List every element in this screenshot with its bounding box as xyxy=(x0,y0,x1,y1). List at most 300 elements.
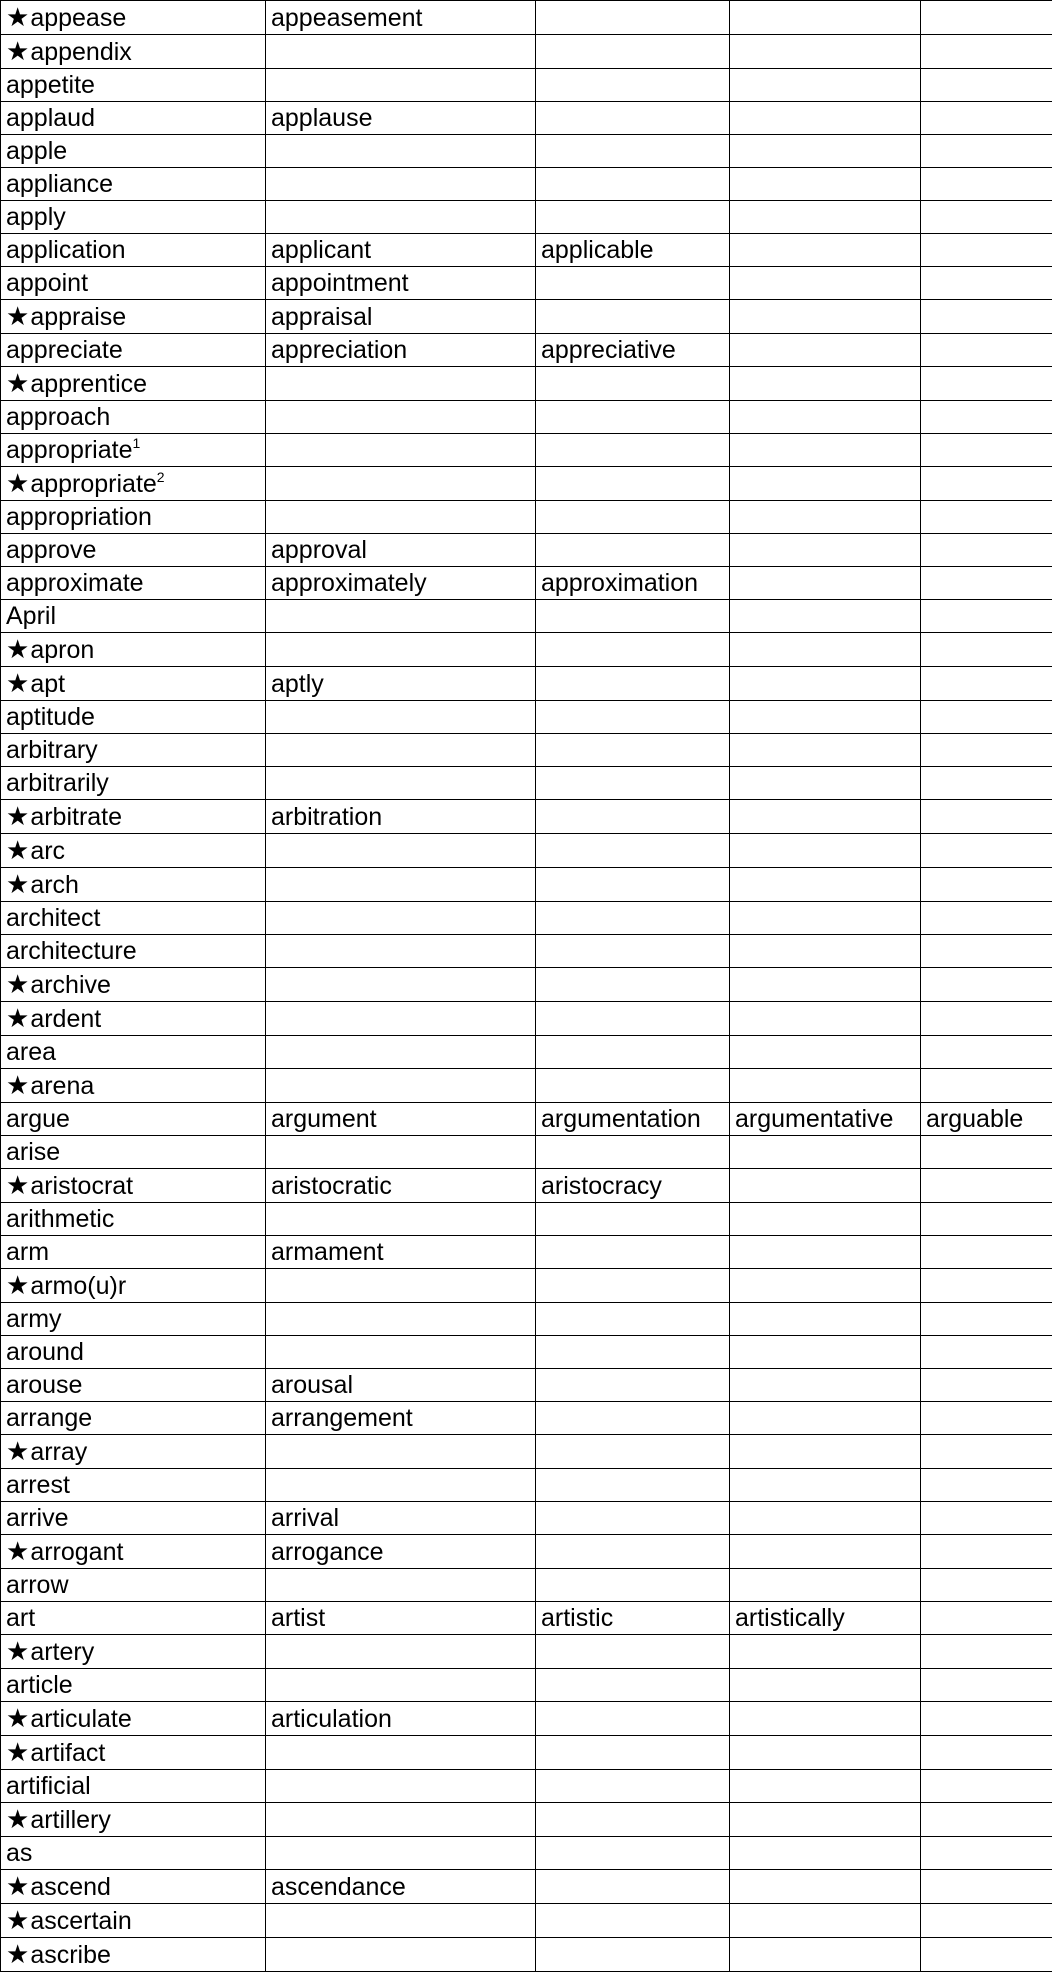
derived-form-cell[interactable] xyxy=(536,534,730,567)
derived-form-cell[interactable] xyxy=(730,267,921,300)
derived-form-cell[interactable] xyxy=(921,1,1052,35)
derived-form-cell[interactable] xyxy=(730,1402,921,1435)
derived-form-cell[interactable] xyxy=(921,1036,1052,1069)
derived-form-cell[interactable] xyxy=(536,401,730,434)
derived-form-cell[interactable] xyxy=(730,1635,921,1669)
derived-form-cell[interactable] xyxy=(921,1269,1052,1303)
derived-form-cell[interactable] xyxy=(730,1702,921,1736)
derived-form-cell[interactable] xyxy=(266,600,536,633)
derived-form-cell[interactable]: applicable xyxy=(536,234,730,267)
derived-form-cell[interactable] xyxy=(730,1736,921,1770)
derived-form-cell[interactable] xyxy=(266,1469,536,1502)
derived-form-cell[interactable] xyxy=(921,1702,1052,1736)
derived-form-cell[interactable] xyxy=(921,868,1052,902)
derived-form-cell[interactable] xyxy=(921,1736,1052,1770)
headword-cell[interactable] xyxy=(1,1236,266,1269)
derived-form-cell[interactable] xyxy=(266,201,536,234)
derived-form-cell[interactable] xyxy=(266,434,536,467)
headword-text: aptitude xyxy=(6,703,95,731)
derived-form-cell[interactable] xyxy=(921,1569,1052,1602)
derived-form-cell[interactable] xyxy=(536,1904,730,1938)
derived-form-cell[interactable] xyxy=(536,834,730,868)
derived-form-cell[interactable]: arrogance xyxy=(266,1535,536,1569)
derived-form-cell[interactable] xyxy=(536,300,730,334)
headword-cell[interactable] xyxy=(1,1569,266,1602)
derived-form-cell[interactable] xyxy=(536,1870,730,1904)
headword-cell[interactable] xyxy=(1,567,266,600)
derived-form-cell[interactable] xyxy=(730,667,921,701)
headword-cell[interactable] xyxy=(1,1036,266,1069)
headword-cell[interactable] xyxy=(1,1203,266,1236)
derived-form-cell[interactable] xyxy=(921,1535,1052,1569)
derived-form-cell[interactable] xyxy=(921,1136,1052,1169)
derived-form-cell[interactable] xyxy=(921,1803,1052,1837)
derived-form-cell[interactable]: artistic xyxy=(536,1602,730,1635)
derived-form-cell[interactable] xyxy=(266,168,536,201)
derived-form-cell[interactable] xyxy=(536,767,730,800)
derived-form-cell[interactable] xyxy=(266,1770,536,1803)
derived-form-cell[interactable] xyxy=(266,1336,536,1369)
derived-form-cell[interactable]: aristocratic xyxy=(266,1169,536,1203)
derived-form-cell[interactable]: appreciative xyxy=(536,334,730,367)
headword-cell[interactable] xyxy=(1,201,266,234)
derived-form-cell[interactable]: armament xyxy=(266,1236,536,1269)
derived-form-cell[interactable] xyxy=(921,367,1052,401)
derived-form-cell[interactable] xyxy=(730,168,921,201)
derived-form-cell[interactable] xyxy=(266,1736,536,1770)
derived-form-cell[interactable] xyxy=(536,633,730,667)
headword-cell[interactable] xyxy=(1,1,266,35)
headword-cell[interactable] xyxy=(1,1136,266,1169)
derived-form-cell[interactable] xyxy=(536,1502,730,1535)
derived-form-cell[interactable] xyxy=(921,1938,1052,1972)
headword-cell[interactable] xyxy=(1,1904,266,1938)
derived-form-cell[interactable] xyxy=(730,334,921,367)
derived-form-cell[interactable] xyxy=(730,1036,921,1069)
derived-form-cell[interactable]: appraisal xyxy=(266,300,536,334)
derived-form-cell[interactable] xyxy=(266,868,536,902)
derived-form-cell[interactable] xyxy=(266,734,536,767)
derived-form-cell[interactable] xyxy=(266,1669,536,1702)
derived-form-cell[interactable] xyxy=(536,69,730,102)
headword-cell[interactable] xyxy=(1,968,266,1002)
derived-form-cell[interactable]: argument xyxy=(266,1103,536,1136)
derived-form-cell[interactable] xyxy=(266,1136,536,1169)
derived-form-cell[interactable] xyxy=(536,902,730,935)
headword-cell[interactable] xyxy=(1,1336,266,1369)
headword-cell[interactable] xyxy=(1,935,266,968)
derived-form-cell[interactable]: arousal xyxy=(266,1369,536,1402)
headword-cell[interactable] xyxy=(1,1870,266,1904)
derived-form-cell[interactable] xyxy=(536,1336,730,1369)
headword-text: article xyxy=(6,1671,73,1699)
derived-form-cell[interactable] xyxy=(266,501,536,534)
headword-cell[interactable] xyxy=(1,1169,266,1203)
derived-form-cell[interactable] xyxy=(921,1602,1052,1635)
headword-cell[interactable] xyxy=(1,1502,266,1535)
headword-cell[interactable] xyxy=(1,600,266,633)
derived-form-cell[interactable] xyxy=(266,1036,536,1069)
headword-cell[interactable] xyxy=(1,300,266,334)
derived-form-cell[interactable] xyxy=(730,567,921,600)
derived-form-cell[interactable] xyxy=(266,1069,536,1103)
derived-form-cell[interactable] xyxy=(536,1203,730,1236)
derived-form-cell[interactable] xyxy=(266,902,536,935)
derived-form-cell[interactable]: appointment xyxy=(266,267,536,300)
headword-cell[interactable] xyxy=(1,1103,266,1136)
headword-cell[interactable] xyxy=(1,767,266,800)
derived-form-cell[interactable]: approval xyxy=(266,534,536,567)
table-row xyxy=(1,1702,1052,1736)
derived-form-cell[interactable] xyxy=(921,35,1052,69)
derived-form-cell[interactable] xyxy=(730,1236,921,1269)
derived-form-cell[interactable] xyxy=(730,102,921,135)
derived-form-cell[interactable]: aristocracy xyxy=(536,1169,730,1203)
headword-cell[interactable] xyxy=(1,701,266,734)
headword-cell[interactable] xyxy=(1,1770,266,1803)
derived-form-cell[interactable] xyxy=(921,334,1052,367)
derived-form-cell[interactable] xyxy=(266,1002,536,1036)
derived-form-cell[interactable] xyxy=(536,1036,730,1069)
derived-form-cell[interactable] xyxy=(921,1236,1052,1269)
derived-form-cell[interactable] xyxy=(536,701,730,734)
derived-form-cell[interactable]: argumentative xyxy=(730,1103,921,1136)
derived-form-cell[interactable] xyxy=(921,201,1052,234)
derived-form-cell[interactable]: artistically xyxy=(730,1602,921,1635)
headword-cell[interactable] xyxy=(1,1303,266,1336)
derived-form-cell[interactable] xyxy=(921,401,1052,434)
derived-form-cell[interactable] xyxy=(730,367,921,401)
derived-form-cell[interactable]: ascendance xyxy=(266,1870,536,1904)
derived-form-cell[interactable] xyxy=(730,1002,921,1036)
derived-form-cell[interactable] xyxy=(921,467,1052,501)
headword-cell[interactable] xyxy=(1,1269,266,1303)
derived-form-cell[interactable] xyxy=(921,633,1052,667)
derived-form-cell[interactable] xyxy=(730,1837,921,1870)
derived-form-cell[interactable] xyxy=(536,935,730,968)
headword-cell[interactable] xyxy=(1,1803,266,1837)
derived-form-cell[interactable] xyxy=(536,1803,730,1837)
derived-form-cell[interactable] xyxy=(266,633,536,667)
headword-cell[interactable] xyxy=(1,334,266,367)
headword-cell[interactable] xyxy=(1,1069,266,1103)
derived-form-cell[interactable] xyxy=(536,800,730,834)
derived-form-cell[interactable] xyxy=(921,567,1052,600)
derived-form-cell[interactable] xyxy=(266,35,536,69)
derived-form-cell[interactable] xyxy=(536,467,730,501)
derived-form-cell[interactable] xyxy=(536,367,730,401)
derived-form-cell[interactable] xyxy=(730,1803,921,1837)
headword-cell[interactable] xyxy=(1,800,266,834)
derived-form-cell[interactable] xyxy=(266,401,536,434)
headword-cell[interactable] xyxy=(1,501,266,534)
derived-form-cell[interactable] xyxy=(266,367,536,401)
headword-cell[interactable] xyxy=(1,1469,266,1502)
derived-form-cell[interactable] xyxy=(921,701,1052,734)
derived-form-cell[interactable] xyxy=(536,1069,730,1103)
derived-form-cell[interactable] xyxy=(536,1469,730,1502)
derived-form-cell[interactable] xyxy=(921,135,1052,168)
derived-form-cell[interactable] xyxy=(536,1435,730,1469)
derived-form-cell[interactable]: appreciation xyxy=(266,334,536,367)
derived-form-cell[interactable] xyxy=(921,1669,1052,1702)
derived-form-cell[interactable] xyxy=(730,633,921,667)
derived-form-cell[interactable] xyxy=(536,1369,730,1402)
derived-form-cell[interactable] xyxy=(921,1469,1052,1502)
derived-form-cell[interactable] xyxy=(921,902,1052,935)
derived-form-cell[interactable] xyxy=(536,868,730,902)
derived-form-cell[interactable] xyxy=(536,168,730,201)
derived-form-cell[interactable] xyxy=(730,401,921,434)
derived-form-cell[interactable] xyxy=(266,1938,536,1972)
derived-form-cell[interactable] xyxy=(730,935,921,968)
derived-form-cell[interactable] xyxy=(730,800,921,834)
derived-form-cell[interactable] xyxy=(536,1635,730,1669)
derived-form-cell[interactable]: arrangement xyxy=(266,1402,536,1435)
derived-form-cell[interactable] xyxy=(536,1938,730,1972)
derived-form-cell[interactable] xyxy=(536,135,730,168)
table-row xyxy=(1,1602,1052,1635)
derived-form-cell[interactable] xyxy=(730,35,921,69)
derived-form-cell[interactable] xyxy=(266,1904,536,1938)
derived-form-cell[interactable] xyxy=(921,534,1052,567)
derived-form-cell[interactable] xyxy=(536,1569,730,1602)
derived-form-cell[interactable] xyxy=(266,467,536,501)
derived-form-cell[interactable] xyxy=(730,968,921,1002)
derived-form-cell[interactable] xyxy=(921,1369,1052,1402)
derived-form-cell[interactable] xyxy=(921,600,1052,633)
derived-form-cell[interactable] xyxy=(730,234,921,267)
derived-form-cell[interactable] xyxy=(266,1269,536,1303)
headword-cell[interactable] xyxy=(1,1002,266,1036)
derived-form-cell[interactable] xyxy=(266,1635,536,1669)
derived-form-cell[interactable] xyxy=(921,1770,1052,1803)
headword-cell[interactable] xyxy=(1,35,266,69)
derived-form-cell[interactable]: arbitration xyxy=(266,800,536,834)
derived-form-cell[interactable] xyxy=(730,1669,921,1702)
derived-form-cell[interactable] xyxy=(921,501,1052,534)
headword-cell[interactable] xyxy=(1,633,266,667)
derived-form-cell[interactable] xyxy=(730,1136,921,1169)
derived-form-cell[interactable] xyxy=(921,1069,1052,1103)
derived-form-cell[interactable] xyxy=(536,600,730,633)
derived-form-cell[interactable] xyxy=(266,1435,536,1469)
derived-form-cell[interactable] xyxy=(536,1736,730,1770)
derived-form-cell[interactable] xyxy=(536,667,730,701)
derived-form-cell[interactable] xyxy=(921,1169,1052,1203)
derived-form-cell[interactable] xyxy=(921,1203,1052,1236)
derived-form-cell[interactable] xyxy=(266,1837,536,1870)
headword-cell[interactable] xyxy=(1,1602,266,1635)
derived-form-cell[interactable] xyxy=(536,734,730,767)
headword-cell[interactable] xyxy=(1,168,266,201)
derived-form-cell[interactable] xyxy=(921,1402,1052,1435)
derived-form-cell[interactable] xyxy=(536,968,730,1002)
derived-form-cell[interactable] xyxy=(921,168,1052,201)
derived-form-cell[interactable] xyxy=(730,201,921,234)
derived-form-cell[interactable]: appeasement xyxy=(266,1,536,35)
derived-form-cell[interactable] xyxy=(536,434,730,467)
headword-cell[interactable] xyxy=(1,1535,266,1569)
derived-form-cell[interactable] xyxy=(730,1169,921,1203)
derived-form-cell[interactable] xyxy=(730,1469,921,1502)
derived-form-cell[interactable] xyxy=(730,1,921,35)
headword-cell[interactable] xyxy=(1,434,266,467)
derived-form-cell[interactable] xyxy=(730,600,921,633)
headword-cell[interactable] xyxy=(1,467,266,501)
headword-cell[interactable] xyxy=(1,1702,266,1736)
derived-form-cell[interactable] xyxy=(921,69,1052,102)
derived-form-cell[interactable] xyxy=(536,1269,730,1303)
derived-form-cell[interactable] xyxy=(730,135,921,168)
derived-form-cell[interactable] xyxy=(266,1303,536,1336)
derived-form-cell[interactable] xyxy=(921,267,1052,300)
headword-cell[interactable] xyxy=(1,1435,266,1469)
headword-cell[interactable] xyxy=(1,267,266,300)
derived-form-cell[interactable] xyxy=(730,1069,921,1103)
derived-form-cell[interactable] xyxy=(730,300,921,334)
derived-form-cell[interactable] xyxy=(921,1837,1052,1870)
headword-cell[interactable] xyxy=(1,1736,266,1770)
derived-form-cell[interactable] xyxy=(730,1203,921,1236)
derived-form-cell[interactable] xyxy=(921,234,1052,267)
derived-form-cell[interactable] xyxy=(536,35,730,69)
derived-form-cell[interactable] xyxy=(266,69,536,102)
derived-form-cell[interactable] xyxy=(730,834,921,868)
derived-form-cell[interactable] xyxy=(730,868,921,902)
headword-cell[interactable] xyxy=(1,401,266,434)
derived-form-cell[interactable] xyxy=(730,1569,921,1602)
derived-form-cell[interactable] xyxy=(536,201,730,234)
derived-form-cell[interactable] xyxy=(536,1702,730,1736)
derived-form-cell[interactable] xyxy=(921,1870,1052,1904)
derived-form-cell[interactable] xyxy=(921,1635,1052,1669)
derived-form-cell[interactable]: argumentation xyxy=(536,1103,730,1136)
derived-form-cell[interactable] xyxy=(921,834,1052,868)
derived-form-cell[interactable] xyxy=(266,701,536,734)
derived-form-cell[interactable] xyxy=(536,1837,730,1870)
derived-form-cell[interactable]: applicant xyxy=(266,234,536,267)
derived-form-cell[interactable] xyxy=(921,968,1052,1002)
derived-form-cell[interactable] xyxy=(921,434,1052,467)
headword-cell[interactable] xyxy=(1,868,266,902)
headword-cell[interactable] xyxy=(1,135,266,168)
derived-form-cell[interactable] xyxy=(730,69,921,102)
derived-form-cell[interactable] xyxy=(266,1569,536,1602)
derived-form-cell[interactable] xyxy=(921,667,1052,701)
derived-form-cell[interactable] xyxy=(730,434,921,467)
derived-form-cell[interactable] xyxy=(730,734,921,767)
derived-form-cell[interactable] xyxy=(730,1535,921,1569)
headword-cell[interactable] xyxy=(1,69,266,102)
headword-cell[interactable] xyxy=(1,367,266,401)
derived-form-cell[interactable] xyxy=(730,767,921,800)
derived-form-cell[interactable] xyxy=(730,501,921,534)
derived-form-cell[interactable]: aptly xyxy=(266,667,536,701)
headword-cell[interactable] xyxy=(1,1402,266,1435)
derived-form-cell[interactable]: approximately xyxy=(266,567,536,600)
derived-form-cell[interactable] xyxy=(730,1435,921,1469)
table-row xyxy=(1,1069,1052,1103)
derived-form-cell[interactable] xyxy=(921,300,1052,334)
derived-form-cell[interactable] xyxy=(536,1136,730,1169)
headword-cell[interactable] xyxy=(1,102,266,135)
derived-form-cell[interactable] xyxy=(266,1203,536,1236)
headword-cell[interactable] xyxy=(1,1938,266,1972)
derived-form-cell[interactable] xyxy=(730,1502,921,1535)
derived-form-cell[interactable] xyxy=(266,935,536,968)
derived-form-cell[interactable]: artist xyxy=(266,1602,536,1635)
derived-form-cell[interactable]: approximation xyxy=(536,567,730,600)
derived-form-cell[interactable] xyxy=(536,1303,730,1336)
headword-cell[interactable] xyxy=(1,734,266,767)
headword-cell[interactable] xyxy=(1,1635,266,1669)
derived-form-cell[interactable] xyxy=(730,1938,921,1972)
headword-cell[interactable] xyxy=(1,234,266,267)
derived-form-cell[interactable]: applause xyxy=(266,102,536,135)
derived-form-cell[interactable] xyxy=(266,767,536,800)
derived-form-cell[interactable] xyxy=(730,1303,921,1336)
derived-form-cell[interactable] xyxy=(266,968,536,1002)
derived-form-cell[interactable] xyxy=(536,1236,730,1269)
derived-form-cell[interactable] xyxy=(730,902,921,935)
derived-form-cell[interactable] xyxy=(730,1904,921,1938)
derived-form-cell[interactable] xyxy=(536,1535,730,1569)
headword-cell[interactable] xyxy=(1,834,266,868)
derived-form-cell[interactable]: articulation xyxy=(266,1702,536,1736)
derived-form-cell[interactable] xyxy=(921,800,1052,834)
derived-form-cell[interactable] xyxy=(921,734,1052,767)
derived-form-cell[interactable] xyxy=(536,1002,730,1036)
derived-form-cell[interactable] xyxy=(921,767,1052,800)
derived-form-cell[interactable] xyxy=(266,135,536,168)
derived-form-cell[interactable] xyxy=(921,102,1052,135)
derived-form-cell[interactable] xyxy=(536,1,730,35)
derived-form-cell[interactable] xyxy=(921,1502,1052,1535)
derived-form-cell[interactable] xyxy=(536,267,730,300)
derived-form-cell[interactable]: arrival xyxy=(266,1502,536,1535)
headword-cell[interactable] xyxy=(1,534,266,567)
derived-form-cell[interactable] xyxy=(730,1369,921,1402)
derived-form-cell[interactable] xyxy=(921,1435,1052,1469)
derived-form-cell[interactable] xyxy=(536,1669,730,1702)
headword-cell[interactable] xyxy=(1,1837,266,1870)
headword-cell[interactable] xyxy=(1,902,266,935)
derived-form-cell[interactable] xyxy=(921,935,1052,968)
headword-cell[interactable] xyxy=(1,1369,266,1402)
derived-form-cell[interactable] xyxy=(536,1770,730,1803)
derived-form-cell[interactable] xyxy=(921,1303,1052,1336)
derived-form-cell[interactable] xyxy=(730,701,921,734)
derived-form-cell[interactable] xyxy=(536,1402,730,1435)
headword-cell[interactable] xyxy=(1,1669,266,1702)
headword-cell[interactable] xyxy=(1,667,266,701)
derived-form-cell[interactable] xyxy=(536,501,730,534)
derived-form-cell[interactable]: arguable xyxy=(921,1103,1052,1136)
derived-form-cell[interactable] xyxy=(921,1002,1052,1036)
derived-form-cell[interactable] xyxy=(921,1336,1052,1369)
derived-form-cell[interactable] xyxy=(266,834,536,868)
derived-form-cell[interactable] xyxy=(730,467,921,501)
derived-form-cell[interactable] xyxy=(921,1904,1052,1938)
derived-form-cell[interactable] xyxy=(730,1336,921,1369)
derived-form-cell[interactable] xyxy=(730,1870,921,1904)
derived-form-cell[interactable] xyxy=(730,1269,921,1303)
derived-form-cell[interactable] xyxy=(730,1770,921,1803)
derived-form-cell[interactable] xyxy=(536,102,730,135)
derived-form-cell[interactable] xyxy=(730,534,921,567)
derived-form-cell[interactable] xyxy=(266,1803,536,1837)
